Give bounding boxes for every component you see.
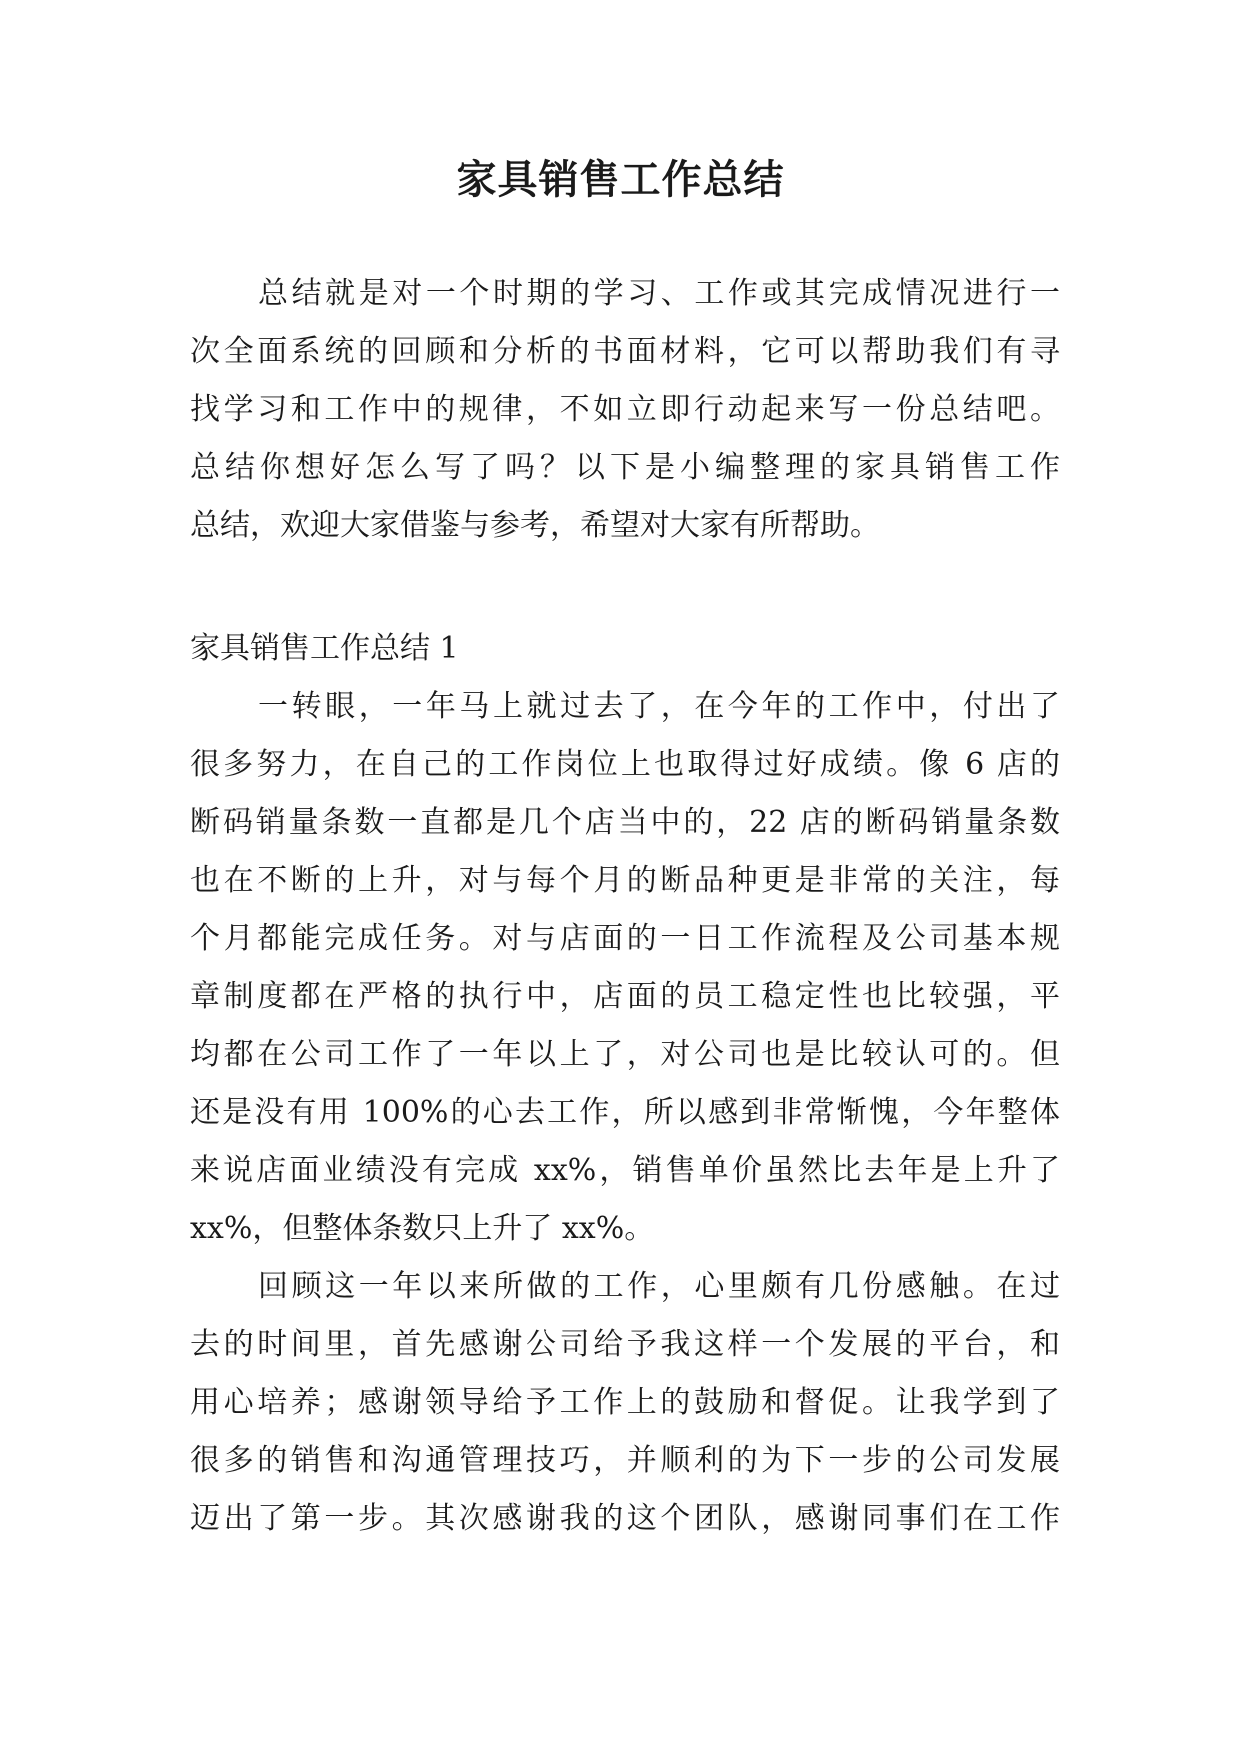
paragraph-line: 断码销量条数一直都是几个店当中的，22 店的断码销量条数 [190, 805, 1060, 840]
paragraph-line: 来说店面业绩没有完成 xx%，销售单价虽然比去年是上升了 [190, 1153, 1060, 1188]
paragraph-line: 章制度都在严格的执行中，店面的员工稳定性也比较强，平 [190, 979, 1060, 1014]
document-title: 家具销售工作总结 [456, 156, 785, 203]
paragraph-line: 很多的销售和沟通管理技巧，并顺利的为下一步的公司发展 [190, 1443, 1060, 1478]
section-1 [190, 620, 1060, 1548]
paragraph-line: 迈出了第一步。其次感谢我的这个团队，感谢同事们在工作 [190, 1501, 1060, 1536]
intro-paragraph [190, 265, 1060, 555]
paragraph-line: 很多努力，在自己的工作岗位上也取得过好成绩。像 6 店的 [190, 747, 1060, 782]
section-heading: 家具销售工作总结 1 [190, 631, 459, 666]
paragraph-line: xx%，但整体条数只上升了 xx%。 [190, 1211, 655, 1246]
paragraph-line: 一转眼，一年马上就过去了，在今年的工作中，付出了 [258, 689, 1060, 724]
paragraph-2 [190, 1258, 1060, 1548]
intro-line: 次全面系统的回顾和分析的书面材料，它可以帮助我们有寻 [190, 334, 1060, 369]
paragraph-line: 均都在公司工作了一年以上了，对公司也是比较认可的。但 [190, 1037, 1060, 1072]
paragraph-line: 去的时间里，首先感谢公司给予我这样一个发展的平台，和 [190, 1327, 1060, 1362]
intro-line: 总结，欢迎大家借鉴与参考，希望对大家有所帮助。 [190, 508, 880, 543]
paragraph-line: 也在不断的上升，对与每个月的断品种更是非常的关注，每 [190, 863, 1060, 898]
intro-line: 找学习和工作中的规律，不如立即行动起来写一份总结吧。 [190, 392, 1060, 427]
intro-line: 总结你想好怎么写了吗？以下是小编整理的家具销售工作 [190, 450, 1060, 485]
paragraph-line: 还是没有用 100%的心去工作，所以感到非常惭愧，今年整体 [190, 1095, 1060, 1130]
paragraph-line: 个月都能完成任务。对与店面的一日工作流程及公司基本规 [190, 921, 1060, 956]
paragraph-line: 用心培养；感谢领导给予工作上的鼓励和督促。让我学到了 [190, 1385, 1060, 1420]
intro-line: 总结就是对一个时期的学习、工作或其完成情况进行一 [258, 276, 1060, 311]
paragraph-1 [190, 678, 1060, 1258]
paragraph-line: 回顾这一年以来所做的工作，心里颇有几份感触。在过 [258, 1269, 1060, 1304]
